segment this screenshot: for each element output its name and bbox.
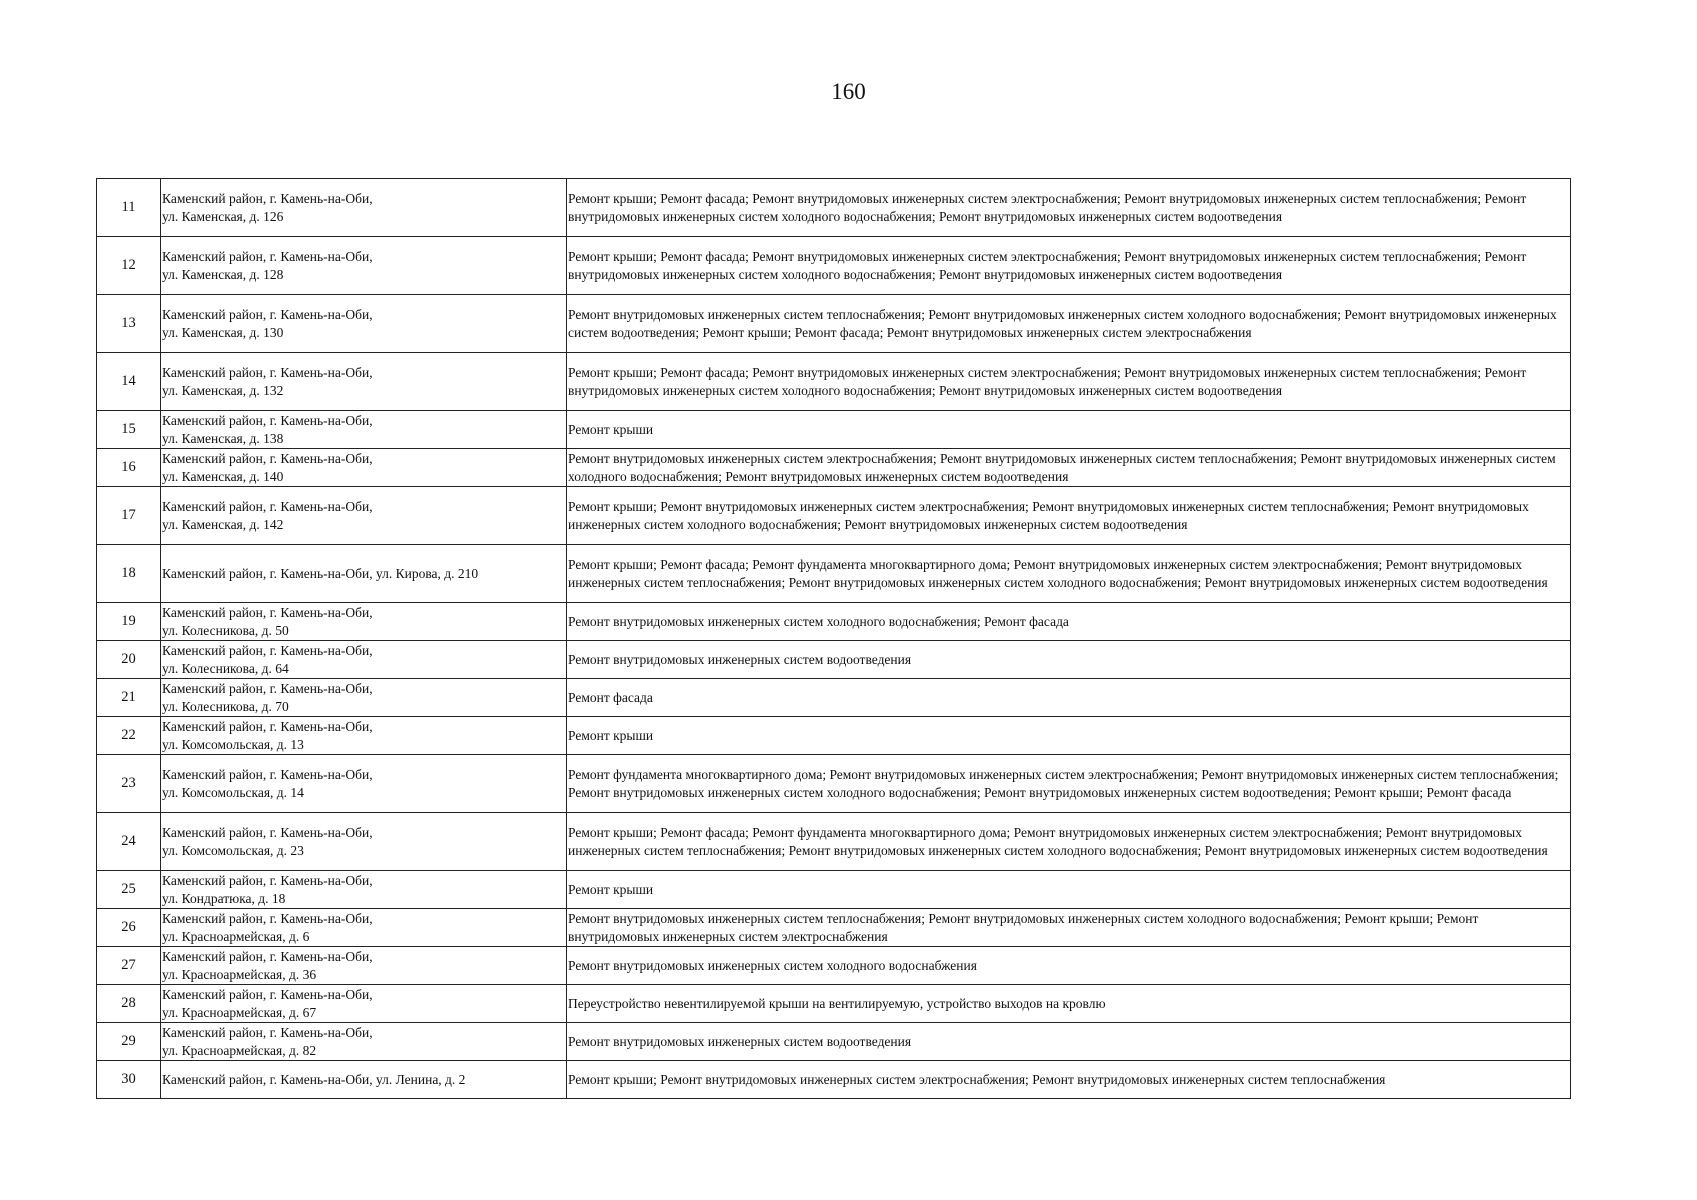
table-row — [97, 947, 1571, 985]
table-row — [97, 1061, 1571, 1099]
row-number: 12 — [97, 237, 161, 295]
row-works: Ремонт крыши — [567, 411, 1571, 449]
row-number: 27 — [97, 947, 161, 985]
row-number: 19 — [97, 603, 161, 641]
row-number: 13 — [97, 295, 161, 353]
row-address: Каменский район, г. Камень-на-Оби, ул. Каменская, д. 126 — [161, 179, 567, 237]
row-address: Каменский район, г. Камень-на-Оби, ул. Комсомольская, д. 13 — [161, 717, 567, 755]
row-number: 21 — [97, 679, 161, 717]
table-row — [97, 449, 1571, 487]
row-number: 20 — [97, 641, 161, 679]
row-address: Каменский район, г. Камень-на-Оби, ул. Кирова, д. 210 — [161, 545, 567, 603]
row-works: Ремонт фундамента многоквартирного дома; Ремонт внутридомовых инженерных систем электроснабжения; Ремонт внутридомовых инженерных систем теплоснабжения; Ремонт внутридомовых инженерных систем холодного водоснабжения; Ремонт внутридомовых инженерных систем водоотведения; Ремонт крыши; Ремонт фасада — [567, 755, 1571, 813]
row-works: Ремонт крыши — [567, 717, 1571, 755]
table-row — [97, 545, 1571, 603]
row-number: 26 — [97, 909, 161, 947]
row-number: 11 — [97, 179, 161, 237]
row-works: Ремонт внутридомовых инженерных систем водоотведения — [567, 1023, 1571, 1061]
row-works: Ремонт крыши — [567, 871, 1571, 909]
row-number: 17 — [97, 487, 161, 545]
row-works: Ремонт крыши; Ремонт фасада; Ремонт фундамента многоквартирного дома; Ремонт внутридомовых инженерных систем электроснабжения; Ремонт внутридомовых инженерных систем теплоснабжения; Ремонт внутридомовых инженерных систем холодного водоснабжения; Ремонт внутридомовых инженерных систем водоотведения — [567, 813, 1571, 871]
table-row — [97, 985, 1571, 1023]
table-row — [97, 237, 1571, 295]
table-row — [97, 717, 1571, 755]
row-address: Каменский район, г. Камень-на-Оби, ул. Красноармейская, д. 36 — [161, 947, 567, 985]
row-address: Каменский район, г. Камень-на-Оби, ул. Красноармейская, д. 67 — [161, 985, 567, 1023]
row-address: Каменский район, г. Камень-на-Оби, ул. Колесникова, д. 50 — [161, 603, 567, 641]
row-address: Каменский район, г. Камень-на-Оби, ул. Колесникова, д. 64 — [161, 641, 567, 679]
page-number: 160 — [831, 79, 866, 104]
row-address: Каменский район, г. Камень-на-Оби, ул. Каменская, д. 142 — [161, 487, 567, 545]
row-address: Каменский район, г. Камень-на-Оби, ул. Каменская, д. 128 — [161, 237, 567, 295]
row-number: 28 — [97, 985, 161, 1023]
table-row — [97, 871, 1571, 909]
row-number: 25 — [97, 871, 161, 909]
row-address: Каменский район, г. Камень-на-Оби, ул. Каменская, д. 140 — [161, 449, 567, 487]
table-row — [97, 295, 1571, 353]
row-address: Каменский район, г. Камень-на-Оби, ул. Красноармейская, д. 6 — [161, 909, 567, 947]
row-works: Ремонт крыши; Ремонт фасада; Ремонт внутридомовых инженерных систем электроснабжения; Ремонт внутридомовых инженерных систем теплоснабжения; Ремонт внутридомовых инженерных систем холодного водоснабжения; Ремонт внутридомовых инженерных систем водоотведения — [567, 179, 1571, 237]
row-address: Каменский район, г. Камень-на-Оби, ул. Каменская, д. 132 — [161, 353, 567, 411]
row-address: Каменский район, г. Камень-на-Оби, ул. Комсомольская, д. 23 — [161, 813, 567, 871]
row-address: Каменский район, г. Камень-на-Оби, ул. Ленина, д. 2 — [161, 1061, 567, 1099]
row-works: Ремонт внутридомовых инженерных систем электроснабжения; Ремонт внутридомовых инженерных систем теплоснабжения; Ремонт внутридомовых инженерных систем холодного водоснабжения; Ремонт внутридомовых инженерных систем водоотведения — [567, 449, 1571, 487]
row-number: 29 — [97, 1023, 161, 1061]
row-works: Ремонт крыши; Ремонт внутридомовых инженерных систем электроснабжения; Ремонт внутридомовых инженерных систем теплоснабжения — [567, 1061, 1571, 1099]
row-address: Каменский район, г. Камень-на-Оби, ул. Каменская, д. 138 — [161, 411, 567, 449]
row-works: Ремонт внутридомовых инженерных систем холодного водоснабжения — [567, 947, 1571, 985]
row-address: Каменский район, г. Камень-на-Оби, ул. Каменская, д. 130 — [161, 295, 567, 353]
row-works: Ремонт крыши; Ремонт внутридомовых инженерных систем электроснабжения; Ремонт внутридомовых инженерных систем теплоснабжения; Ремонт внутридомовых инженерных систем холодного водоснабжения; Ремонт внутридомовых инженерных систем водоотведения — [567, 487, 1571, 545]
work-schedule-table — [96, 178, 1571, 1099]
table-row — [97, 679, 1571, 717]
row-number: 30 — [97, 1061, 161, 1099]
row-number: 16 — [97, 449, 161, 487]
row-number: 22 — [97, 717, 161, 755]
row-number: 18 — [97, 545, 161, 603]
row-works: Ремонт фасада — [567, 679, 1571, 717]
row-address: Каменский район, г. Камень-на-Оби, ул. Комсомольская, д. 14 — [161, 755, 567, 813]
row-address: Каменский район, г. Камень-на-Оби, ул. Кондратюка, д. 18 — [161, 871, 567, 909]
table-body — [97, 179, 1571, 1099]
row-works: Ремонт крыши; Ремонт фасада; Ремонт фундамента многоквартирного дома; Ремонт внутридомовых инженерных систем электроснабжения; Ремонт внутридомовых инженерных систем теплоснабжения; Ремонт внутридомовых инженерных систем холодного водоснабжения; Ремонт внутридомовых инженерных систем водоотведения — [567, 545, 1571, 603]
table-row — [97, 603, 1571, 641]
row-number: 23 — [97, 755, 161, 813]
row-works: Переустройство невентилируемой крыши на вентилируемую, устройство выходов на кровлю — [567, 985, 1571, 1023]
row-number: 14 — [97, 353, 161, 411]
table-row — [97, 1023, 1571, 1061]
table-row — [97, 411, 1571, 449]
table-row — [97, 909, 1571, 947]
row-works: Ремонт внутридомовых инженерных систем водоотведения — [567, 641, 1571, 679]
row-address: Каменский район, г. Камень-на-Оби, ул. Колесникова, д. 70 — [161, 679, 567, 717]
row-works: Ремонт внутридомовых инженерных систем теплоснабжения; Ремонт внутридомовых инженерных систем холодного водоснабжения; Ремонт крыши; Ремонт внутридомовых инженерных систем электроснабжения — [567, 909, 1571, 947]
table-row — [97, 755, 1571, 813]
row-works: Ремонт крыши; Ремонт фасада; Ремонт внутридомовых инженерных систем электроснабжения; Ремонт внутридомовых инженерных систем теплоснабжения; Ремонт внутридомовых инженерных систем холодного водоснабжения; Ремонт внутридомовых инженерных систем водоотведения — [567, 353, 1571, 411]
row-works: Ремонт внутридомовых инженерных систем холодного водоснабжения; Ремонт фасада — [567, 603, 1571, 641]
table-row — [97, 813, 1571, 871]
table-row — [97, 179, 1571, 237]
table-row — [97, 641, 1571, 679]
row-works: Ремонт внутридомовых инженерных систем теплоснабжения; Ремонт внутридомовых инженерных систем холодного водоснабжения; Ремонт внутридомовых инженерных систем водоотведения; Ремонт крыши; Ремонт фасада; Ремонт внутридомовых инженерных систем электроснабжения — [567, 295, 1571, 353]
row-works: Ремонт крыши; Ремонт фасада; Ремонт внутридомовых инженерных систем электроснабжения; Ремонт внутридомовых инженерных систем теплоснабжения; Ремонт внутридомовых инженерных систем холодного водоснабжения; Ремонт внутридомовых инженерных систем водоотведения — [567, 237, 1571, 295]
table-row — [97, 487, 1571, 545]
row-address: Каменский район, г. Камень-на-Оби, ул. Красноармейская, д. 82 — [161, 1023, 567, 1061]
row-number: 24 — [97, 813, 161, 871]
row-number: 15 — [97, 411, 161, 449]
table-row — [97, 353, 1571, 411]
